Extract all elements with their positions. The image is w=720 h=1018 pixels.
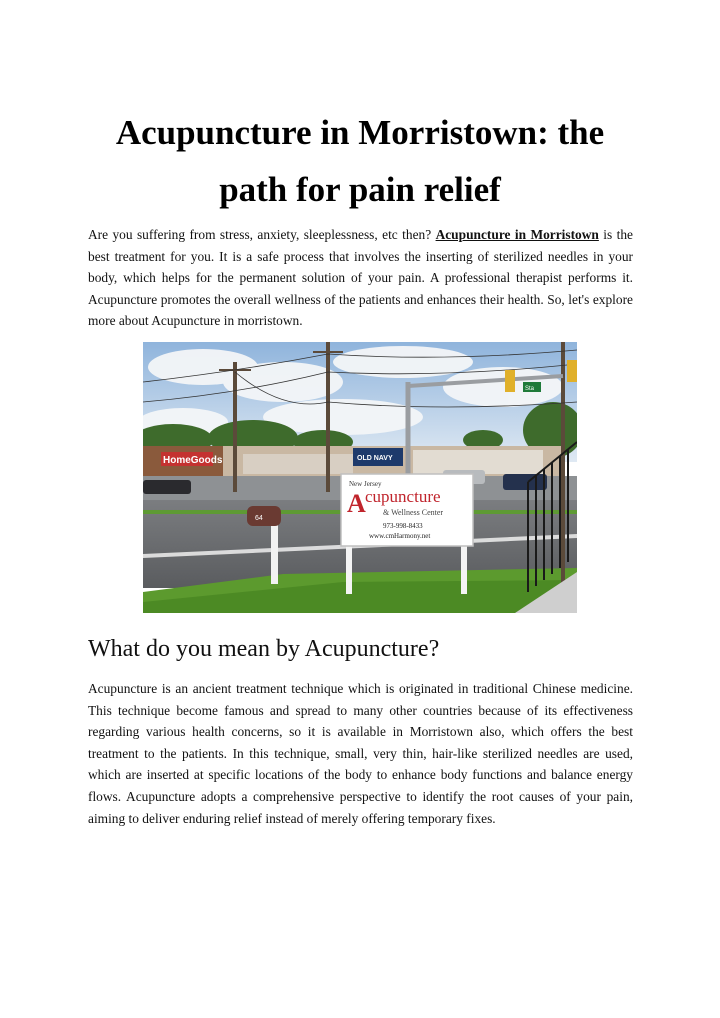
mailbox-post [271,524,278,584]
acupuncture-morristown-link[interactable]: Acupuncture in Morristown [435,227,599,242]
street-sign-text: Sta [525,386,535,392]
homegoods-sign: HomeGoods [163,455,223,466]
mailbox-number: 64 [255,515,263,522]
mailbox [247,506,281,526]
sign-state: New Jersey [349,480,382,488]
section-body: Acupuncture is an ancient treatment technique which is originated in traditional Chinese medicine. This technique become famous and spread to many other countries because of its effectiveness regarding various health concerns, so it is available in Morristown also, which offers the best treatment to the patients. In this technique, small, very thin, hair-like sterilized needles are used, which are inserted at specific locations of the body to enhance body functions and balance energy flows. Acupuncture adopts a comprehensive perspective to identify the root causes of your pain, aiming to deliver enduring relief instead of merely offering temporary fixes. [88,681,633,826]
intro-text-before: Are you suffering from stress, anxiety, sleeplessness, etc then? [88,227,436,242]
section-heading: What do you mean by Acupuncture? [88,636,440,662]
sign-phone: 973-998-8433 [383,522,423,530]
sign-brand-letter: A [347,489,366,518]
sign-subtitle: & Wellness Center [383,508,444,517]
sign-brand: cupuncture [365,487,441,506]
sign-website: www.cmHarmony.net [369,532,431,540]
traffic-light [505,370,515,392]
intro-paragraph [88,224,633,332]
old-navy-sign: OLD NAVY [357,455,393,462]
intro-text-after: is the best treatment for you. It is a safe process that involves the inserting of sterilized needles in your body, which helps for the permanent solution of your pain. A professional therapist performs it. Acupuncture promotes the overall wellness of the patients and enhances their health. So, let's explore more about Acupuncture in morristown. [88,227,633,329]
acupuncture-sign-photo [143,342,577,613]
page-title: Acupuncture in Morristown: the path for pain relief [115,113,605,209]
